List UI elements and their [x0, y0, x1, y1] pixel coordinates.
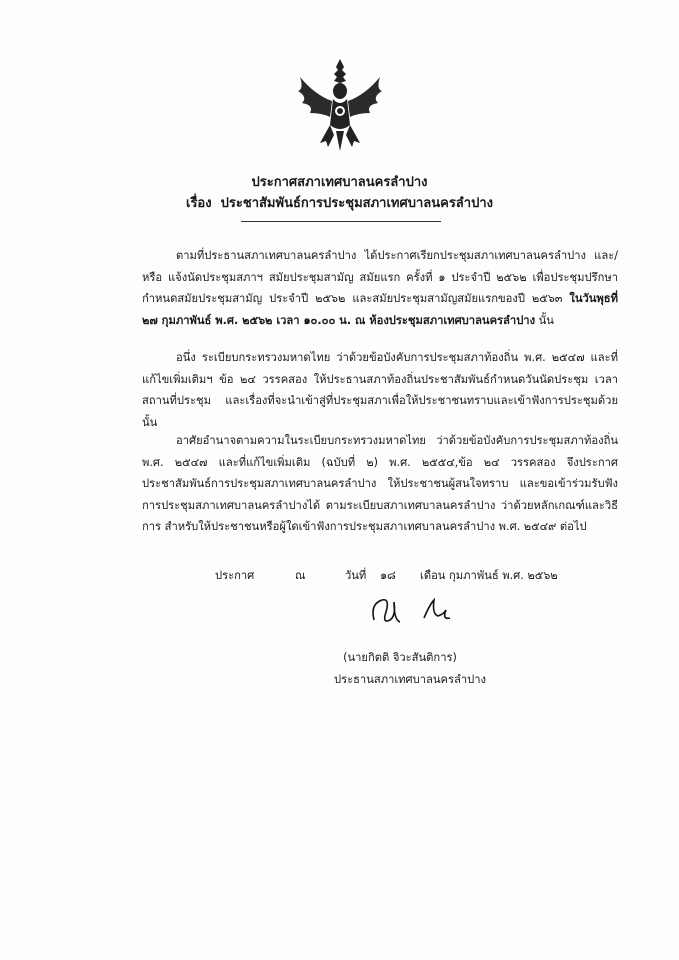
document-title: ประกาศสภาเทศบาลนครลำปาง [251, 175, 428, 190]
paragraph-1 [142, 245, 618, 331]
paragraph-2-text: อนึ่ง ระเบียบกระทรวงมหาดไทย ว่าด้วยข้อบังคับการประชุมสภาท้องถิ่น พ.ศ. ๒๕๔๗ และที่แก้ไขเพิ่มเติมฯ ข้อ ๒๔ วรรคสอง ให้ประธานสภาท้องถิ่นประชาสัมพันธ์กำหนดวันนัดประชุม เวลา สถานที่ประชุม และเรื่องที่จะนำเข้าสู่ที่ประชุมสภาเพื่อให้ประชาชนทราบและเข้าฟังการประชุมด้วยนั้น [142, 351, 618, 429]
paragraph-3-text: อาศัยอำนาจตามความในระเบียบกระทรวงมหาดไทย ว่าด้วยข้อบังคับการประชุมสภาท้องถิ่น พ.ศ. ๒๕๔๗ และที่แก้ไขเพิ่มเติม (ฉบับที่ ๒) พ.ศ. ๒๕๕๔,ข้อ ๒๔ วรรคสอง จึงประกาศประชาสัมพันธ์การประชุมสภาเทศบาลนครลำปาง ให้ประชาชนผู้สนใจทราบ และขอเข้าร่วมรับฟังการประชุมสภาเทศบาลนครลำปางได้ ตามระเบียบสภาเทศบาลนครลำปาง ว่าด้วยหลักเกณฑ์และวิธีการ สำหรับให้ประชาชนหรือผู้ใดเข้าฟังการประชุมสภาเทศบาลนครลำปาง พ.ศ. ๒๕๔๙ ต่อไป [142, 434, 618, 533]
subject-prefix: เรื่อง [186, 196, 212, 211]
month-year: เดือน กุมภาพันธ์ พ.ศ. ๒๕๖๒ [420, 569, 558, 582]
signatory-name: (นายกิตติ จิวะสันติการ) [343, 651, 457, 664]
garuda-emblem-icon [290, 55, 390, 155]
day-value: ๑๘ [380, 569, 396, 582]
signatory-position: ประธานสภาเทศบาลนครลำปาง [333, 673, 487, 686]
title-divider [241, 221, 441, 222]
paragraph-3 [142, 430, 618, 538]
meeting-datetime-place: ในวันพุธที่ ๒๗ กุมภาพันธ์ พ.ศ. ๒๕๖๒ เวลา ๑๐.๐๐ น. ณ ห้องประชุมสภาเทศบาลนครลำปาง [142, 292, 618, 327]
paragraph-1-text: ตามที่ประธานสภาเทศบาลนครลำปาง ได้ประกาศเรียกประชุมสภาเทศบาลนครลำปาง และ/หรือ แจ้งนัดประชุมสภาฯ สมัยประชุมสามัญ สมัยแรก ครั้งที่ ๑ ประจำปี ๒๕๖๒ เพื่อประชุมปรึกษากำหนดสมัยประชุมสามัญ ประจำปี ๒๕๖๒ และสมัยประชุมสามัญสมัยแรกของปี ๒๕๖๓ [142, 249, 618, 305]
day-label: วันที่ [345, 569, 367, 582]
document-subject [0, 192, 679, 213]
at-label: ณ [295, 569, 306, 582]
handwritten-signature [360, 590, 480, 630]
paragraph-1-tail: นั้น [538, 313, 554, 327]
subject-text: ประชาสัมพันธ์การประชุมสภาเทศบาลนครลำปาง [220, 196, 493, 211]
announced-label: ประกาศ [215, 569, 255, 582]
paragraph-2 [142, 347, 618, 433]
